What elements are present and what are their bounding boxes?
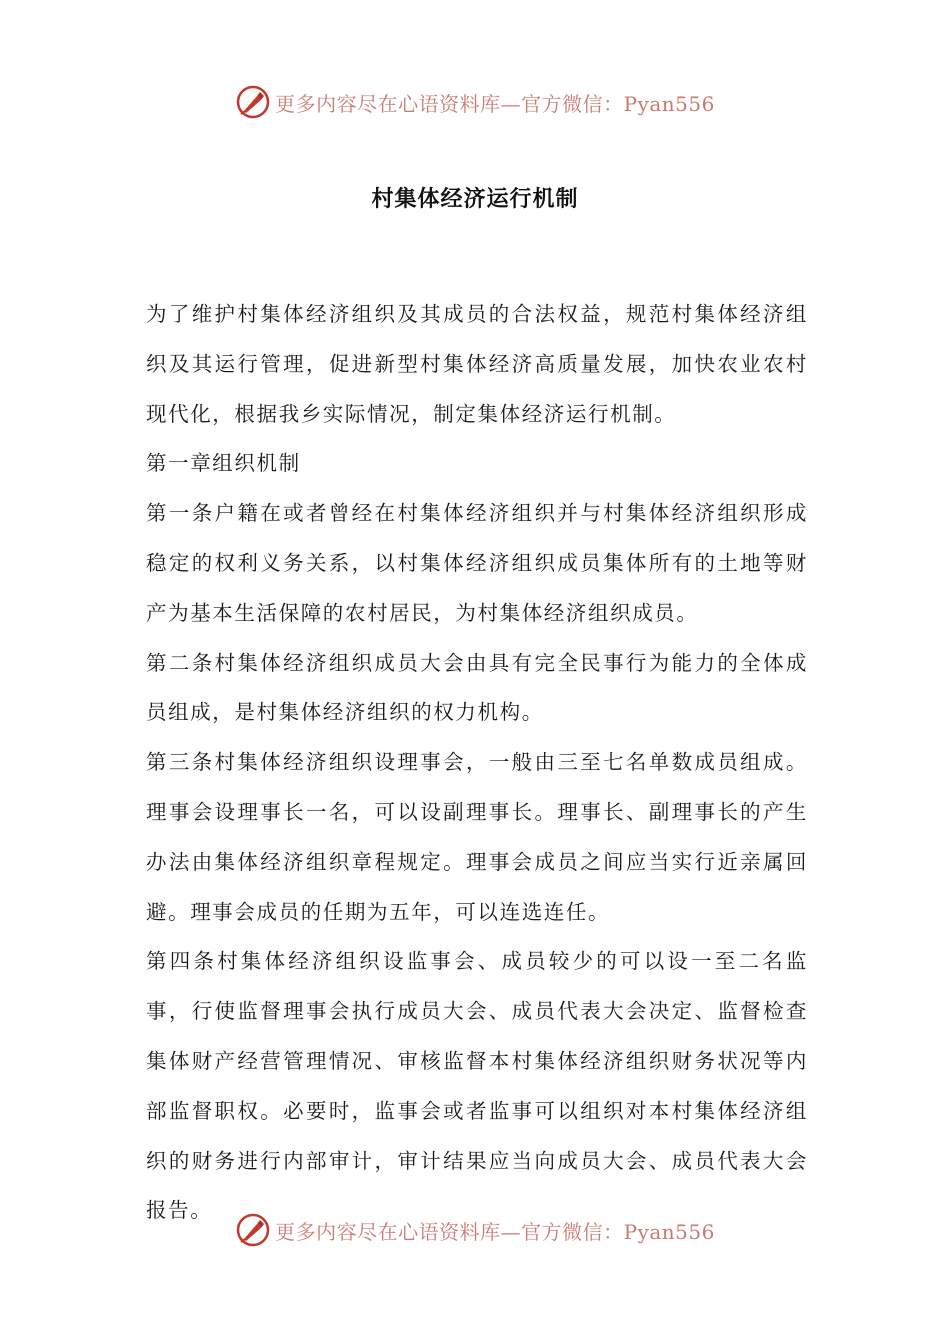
header-watermark-banner bbox=[0, 80, 950, 124]
article-1: 第一条户籍在或者曾经在村集体经济组织并与村集体经济组织形成稳定的权利义务关系，以村集体经济组织成员集体所有的土地等财产为基本生活保障的农村居民，为村集体经济组织成员。 bbox=[146, 501, 808, 625]
article-3: 第三条村集体经济组织设理事会，一般由三至七名单数成员组成。理事会设理事长一名，可以设副理事长。理事长、副理事长的产生办法由集体经济组织章程规定。理事会成员之间应当实行近亲属回避。理事会成员的任期为五年，可以连选连任。 bbox=[146, 750, 808, 924]
footer-watermark-banner bbox=[0, 1208, 950, 1252]
watermark-text: 更多内容尽在心语资料库—官方微信：Pyan556 bbox=[275, 91, 715, 116]
chapter-heading: 第一章组织机制 bbox=[146, 451, 301, 476]
article-2: 第二条村集体经济组织成员大会由具有完全民事行为能力的全体成员组成，是村集体经济组织的权力机构。 bbox=[146, 650, 808, 725]
document-title: 村集体经济运行机制 bbox=[371, 187, 579, 212]
article-4: 第四条村集体经济组织设监事会、成员较少的可以设一至二名监事，行使监督理事会执行成员大会、成员代表大会决定、监督检查集体财产经营管理情况、审核监督本村集体经济组织财务状况等内部监督职权。必要时，监事会或者监事可以组织对本村集体经济组织的财务进行内部审计，审计结果应当向成员大会、成员代表大会报告。 bbox=[146, 949, 808, 1223]
pen-nib-logo-icon bbox=[235, 1212, 271, 1248]
pen-nib-logo-icon bbox=[235, 84, 271, 120]
document-body bbox=[146, 290, 808, 1236]
paragraph-intro: 为了维护村集体经济组织及其成员的合法权益，规范村集体经济组织及其运行管理，促进新型村集体经济高质量发展，加快农业农村现代化，根据我乡实际情况，制定集体经济运行机制。 bbox=[146, 302, 808, 426]
watermark-text: 更多内容尽在心语资料库—官方微信：Pyan556 bbox=[275, 1219, 715, 1244]
